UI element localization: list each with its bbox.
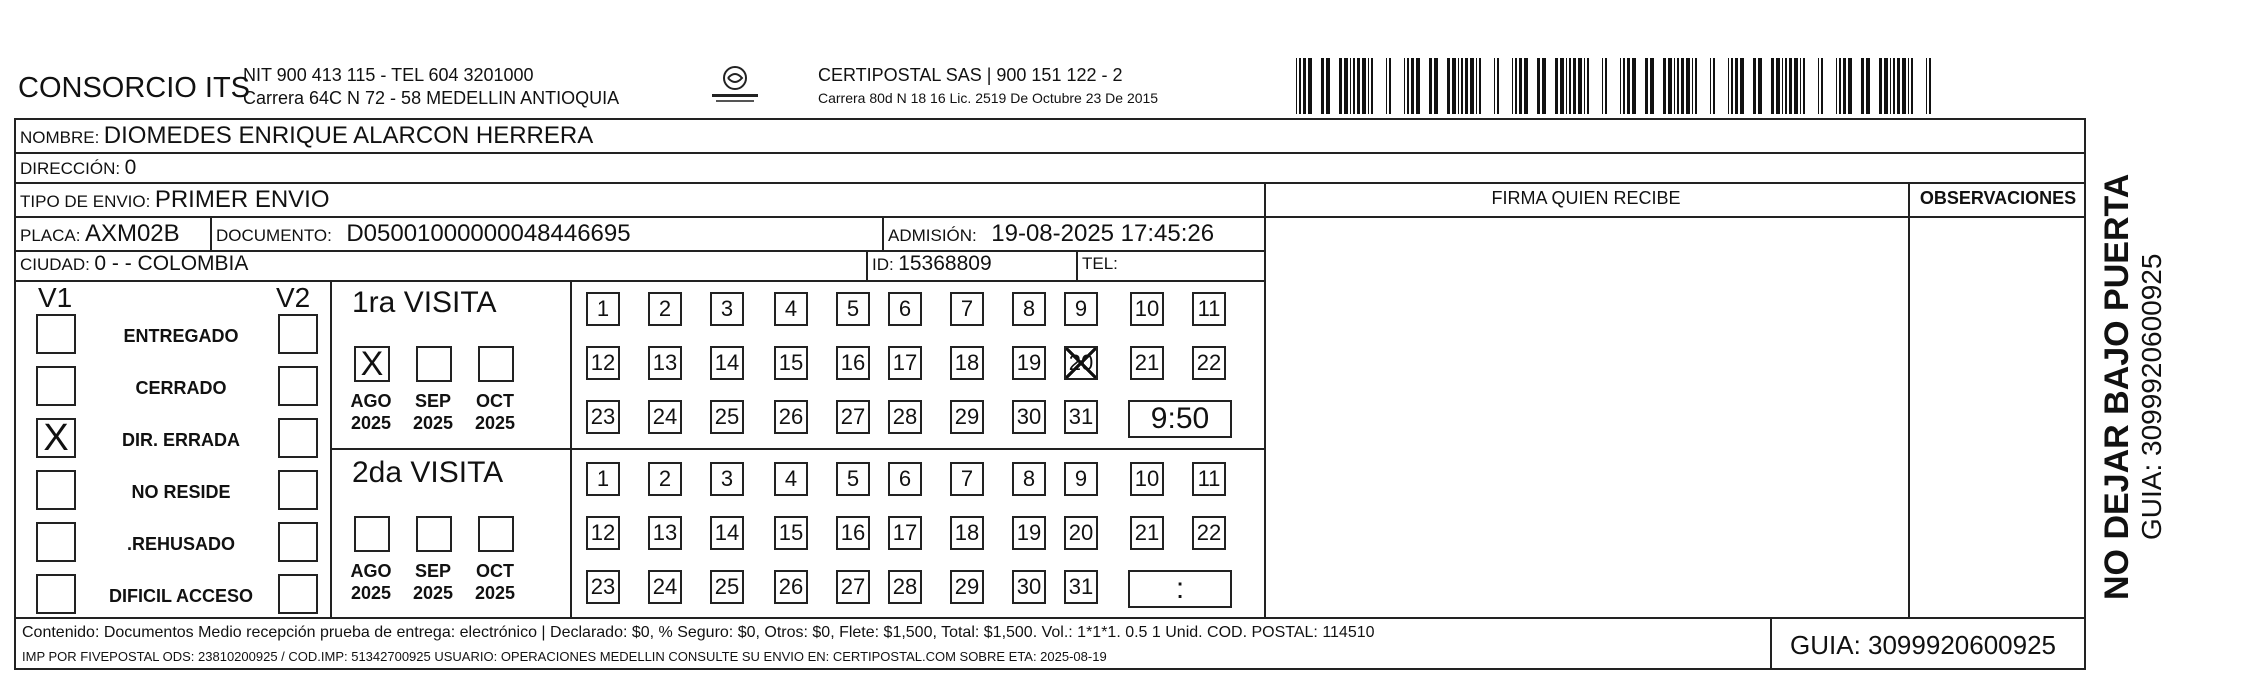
barcode-bar (1362, 58, 1366, 114)
day-box[interactable]: 5 (836, 462, 870, 496)
barcode-bar (1587, 58, 1589, 114)
barcode-bar (1929, 58, 1931, 114)
day-box[interactable]: 27 (836, 400, 870, 434)
day-box[interactable]: 18 (950, 516, 984, 550)
day-box[interactable]: 29 (950, 400, 984, 434)
day-box[interactable]: 5 (836, 292, 870, 326)
barcode-bar (1893, 58, 1895, 114)
day-box[interactable]: 16 (836, 346, 870, 380)
day-box[interactable]: 6 (888, 292, 922, 326)
month-year: 2025 (474, 583, 516, 603)
day-box[interactable]: 14 (710, 516, 744, 550)
address-line: Carrera 64C N 72 - 58 MEDELLIN ANTIOQUIA (243, 88, 620, 108)
day-box[interactable]: 11 (1192, 462, 1226, 496)
row-divider (14, 280, 1266, 282)
column-divider (1264, 182, 1266, 618)
barcode-bar (1735, 58, 1738, 114)
day-box[interactable]: 20 (1064, 346, 1098, 380)
month-year: 2025 (412, 413, 454, 433)
day-box[interactable]: 15 (774, 346, 808, 380)
certipostal-info (818, 64, 1158, 110)
day-box[interactable]: 16 (836, 516, 870, 550)
barcode-bar (1584, 58, 1585, 114)
day-box[interactable]: 21 (1130, 346, 1164, 380)
barcode-bar (1836, 58, 1837, 114)
footer-guia: GUIA: 3099920600925 (1790, 630, 2056, 660)
day-box[interactable]: 23 (586, 570, 620, 604)
day-box[interactable]: 13 (648, 346, 682, 380)
barcode-bar (1623, 58, 1625, 114)
barcode-bar (1908, 58, 1909, 114)
day-box[interactable]: 15 (774, 516, 808, 550)
day-box[interactable]: 28 (888, 400, 922, 434)
barcode-bar (1710, 58, 1711, 114)
firma-header: FIRMA QUIEN RECIBE (1491, 188, 1681, 208)
month-name: OCT (476, 391, 514, 411)
barcode-icon (1296, 58, 1932, 114)
day-box[interactable]: 2 (648, 462, 682, 496)
barcode-bar (1843, 58, 1846, 114)
month-name: SEP (414, 561, 452, 581)
month-checkbox[interactable]: X (354, 346, 390, 382)
v2-checkbox[interactable] (278, 574, 318, 614)
month-year: 2025 (412, 583, 454, 603)
barcode-bar (1389, 58, 1391, 114)
barcode-bar (1461, 58, 1463, 114)
column-divider (1076, 250, 1078, 280)
admision-label: ADMISIÓN: (888, 226, 977, 245)
barcode-bar (1911, 58, 1913, 114)
barcode-bar (1677, 58, 1679, 114)
direccion-value: 0 (124, 156, 137, 179)
column-divider (210, 216, 212, 250)
ciudad-field (20, 252, 248, 276)
admision-value: 19-08-2025 17:45:26 (991, 220, 1215, 247)
barcode-bar (1344, 58, 1348, 114)
barcode-bar (1771, 58, 1774, 114)
id-value: 15368809 (898, 252, 992, 275)
documento-field (216, 220, 631, 248)
day-box[interactable]: 3 (710, 462, 744, 496)
barcode-bar (1663, 58, 1666, 114)
day-box[interactable]: 9 (1064, 462, 1098, 496)
day-box[interactable]: 20 (1064, 516, 1098, 550)
v2-checkbox[interactable] (278, 366, 318, 406)
month-checkbox[interactable] (416, 516, 452, 552)
visit-title: 1ra VISITA (352, 286, 497, 319)
v1-header: V1 (38, 282, 73, 313)
side-guia: GUIA: 3099920600925 (2136, 253, 2167, 540)
day-box[interactable]: 12 (586, 516, 620, 550)
barcode-bar (1674, 58, 1675, 114)
nit-line: NIT 900 413 115 - TEL 604 3201000 (243, 65, 534, 85)
barcode-bar (1645, 58, 1648, 114)
barcode-bar (1627, 58, 1630, 114)
v1-checkbox[interactable] (36, 574, 76, 614)
day-box[interactable]: 24 (648, 570, 682, 604)
day-box[interactable]: 14 (710, 346, 744, 380)
barcode-bar (1470, 58, 1474, 114)
status-label: CERRADO (135, 378, 227, 398)
column-divider (866, 250, 868, 280)
barcode-bar (1632, 58, 1636, 114)
month-label (344, 560, 398, 604)
documento-label: DOCUMENTO: (216, 226, 332, 245)
v1-checkbox[interactable]: X (36, 418, 76, 458)
footer-info: IMP POR FIVEPOSTAL ODS: 23810200925 / COD.IMP: 51342700925 USUARIO: OPERACIONES MEDELLIN CONSULTE SU ENVIO EN: CERTIPOSTAL.COM SOBRE ETA: 2025-08-19 (22, 649, 1107, 664)
visit-divider (330, 448, 1264, 450)
month-label (344, 390, 398, 434)
barcode-bar (1465, 58, 1468, 114)
barcode-bar (1753, 58, 1756, 114)
barcode-bar (1512, 58, 1513, 114)
day-box[interactable]: 25 (710, 400, 744, 434)
day-box[interactable]: 17 (888, 516, 922, 550)
month-name: AGO (350, 391, 392, 411)
barcode-bar (1458, 58, 1459, 114)
tel-label: TEL: (1082, 254, 1118, 273)
tel-field (1082, 254, 1118, 274)
barcode-bar (1416, 58, 1420, 114)
ciudad-value: 0 - - COLOMBIA (94, 252, 249, 275)
barcode-bar (1407, 58, 1409, 114)
certipostal-logo-icon (706, 64, 764, 106)
id-label: ID: (872, 255, 894, 274)
barcode-bar (1866, 58, 1870, 114)
day-box[interactable]: 10 (1130, 462, 1164, 496)
certipostal-line: CERTIPOSTAL SAS | 900 151 122 - 2 (818, 65, 1123, 85)
barcode-bar (1555, 58, 1558, 114)
barcode-bar (1296, 58, 1297, 114)
day-box[interactable]: 26 (774, 570, 808, 604)
barcode-bar (1848, 58, 1852, 114)
barcode-bar (1800, 58, 1801, 114)
nombre-row (20, 122, 593, 150)
barcode-bar (1497, 58, 1499, 114)
day-box[interactable]: 30 (1012, 400, 1046, 434)
barcode-bar (1357, 58, 1360, 114)
row-divider (14, 617, 2086, 619)
status-label: DIFICIL ACCESO (108, 586, 253, 606)
placa-field (20, 220, 180, 248)
barcode-bar (1429, 58, 1432, 114)
barcode-bar (1821, 58, 1823, 114)
month-label (468, 390, 522, 434)
barcode-bar (1728, 58, 1729, 114)
day-box[interactable]: 25 (710, 570, 744, 604)
month-year: 2025 (474, 413, 516, 433)
ciudad-label: CIUDAD: (20, 255, 90, 274)
status-label: DIR. ERRADA (121, 430, 240, 450)
row-divider (14, 216, 2086, 218)
barcode-bar (1542, 58, 1546, 114)
barcode-bar (1926, 58, 1927, 114)
barcode-bar (1404, 58, 1405, 114)
placa-value: AXM02B (84, 220, 180, 247)
barcode-bar (1794, 58, 1798, 114)
day-box[interactable]: 22 (1192, 346, 1226, 380)
day-box[interactable]: 28 (888, 570, 922, 604)
v1-checkbox[interactable] (36, 314, 76, 354)
status-label: ENTREGADO (123, 326, 239, 346)
column-divider (1770, 617, 1772, 670)
barcode-bar (1476, 58, 1477, 114)
barcode-bar (1452, 58, 1456, 114)
barcode-bar (1560, 58, 1564, 114)
side-warning-text: NO DEJAR BAJO PUERTA (2098, 173, 2136, 600)
barcode-bar (1411, 58, 1414, 114)
day-box[interactable]: 2 (648, 292, 682, 326)
day-box[interactable]: 12 (586, 346, 620, 380)
day-box[interactable]: 1 (586, 292, 620, 326)
day-box[interactable]: 19 (1012, 346, 1046, 380)
day-box[interactable]: 18 (950, 346, 984, 380)
barcode-bar (1782, 58, 1783, 114)
barcode-bar (1686, 58, 1690, 114)
direccion-row (20, 156, 136, 180)
day-box[interactable]: 8 (1012, 292, 1046, 326)
barcode-bar (1879, 58, 1882, 114)
barcode-bar (1447, 58, 1450, 114)
placa-label: PLACA: (20, 226, 81, 245)
v1-checkbox[interactable] (36, 470, 76, 510)
tipo-label: TIPO DE ENVIO: (20, 192, 151, 211)
barcode-bar (1479, 58, 1481, 114)
v2-checkbox[interactable] (278, 522, 318, 562)
visit-time[interactable]: : (1128, 570, 1232, 608)
day-box[interactable]: 31 (1064, 400, 1098, 434)
day-box[interactable]: 30 (1012, 570, 1046, 604)
day-box[interactable]: 24 (648, 400, 682, 434)
barcode-bar (1740, 58, 1744, 114)
barcode-bar (1605, 58, 1607, 114)
direccion-label: DIRECCIÓN: (20, 159, 121, 178)
month-label (468, 560, 522, 604)
day-box[interactable]: 21 (1130, 516, 1164, 550)
day-box[interactable]: 7 (950, 292, 984, 326)
barcode-bar (1326, 58, 1330, 114)
month-checkbox[interactable] (416, 346, 452, 382)
day-box[interactable]: 9 (1064, 292, 1098, 326)
documento-value: D05001000000048446695 (346, 220, 631, 247)
v2-checkbox[interactable] (278, 470, 318, 510)
barcode-bar (1308, 58, 1312, 114)
barcode-bar (1371, 58, 1373, 114)
v1-checkbox[interactable] (36, 522, 76, 562)
day-box[interactable]: 10 (1130, 292, 1164, 326)
barcode-bar (1789, 58, 1792, 114)
barcode-bar (1818, 58, 1819, 114)
observaciones-header: OBSERVACIONES (1919, 188, 2077, 208)
day-box[interactable]: 19 (1012, 516, 1046, 550)
day-box[interactable]: 27 (836, 570, 870, 604)
month-checkbox[interactable] (478, 516, 514, 552)
month-label (406, 390, 460, 434)
barcode-bar (1524, 58, 1528, 114)
admision-field (888, 220, 1214, 248)
barcode-bar (1494, 58, 1495, 114)
month-year: 2025 (350, 413, 392, 433)
column-divider (1908, 182, 1910, 618)
month-label (406, 560, 460, 604)
row-divider (14, 182, 2086, 184)
day-box[interactable]: 22 (1192, 516, 1226, 550)
id-field (872, 252, 992, 276)
day-box[interactable]: 1 (586, 462, 620, 496)
barcode-bar (1668, 58, 1672, 114)
month-checkbox[interactable] (354, 516, 390, 552)
day-box[interactable]: 23 (586, 400, 620, 434)
month-name: AGO (350, 561, 392, 581)
barcode-bar (1695, 58, 1697, 114)
month-name: SEP (414, 391, 452, 411)
column-divider (882, 216, 884, 250)
barcode-bar (1681, 58, 1684, 114)
day-box[interactable]: 11 (1192, 292, 1226, 326)
barcode-bar (1650, 58, 1654, 114)
v2-checkbox[interactable] (278, 314, 318, 354)
barcode-bar (1713, 58, 1715, 114)
barcode-bar (1839, 58, 1841, 114)
month-checkbox[interactable] (478, 346, 514, 382)
barcode-bar (1303, 58, 1306, 114)
barcode-bar (1515, 58, 1517, 114)
barcode-bar (1578, 58, 1582, 114)
barcode-bar (1803, 58, 1805, 114)
company-name: CONSORCIO ITS (18, 72, 251, 104)
barcode-bar (1861, 58, 1864, 114)
month-name: OCT (476, 561, 514, 581)
tipo-row (20, 186, 330, 214)
barcode-bar (1368, 58, 1369, 114)
barcode-bar (1339, 58, 1342, 114)
barcode-bar (1890, 58, 1891, 114)
barcode-bar (1692, 58, 1693, 114)
barcode-bar (1386, 58, 1387, 114)
barcode-bar (1434, 58, 1438, 114)
day-box[interactable]: 4 (774, 462, 808, 496)
visit-title: 2da VISITA (352, 456, 504, 489)
day-box[interactable]: 3 (710, 292, 744, 326)
barcode-bar (1537, 58, 1540, 114)
barcode-bar (1776, 58, 1780, 114)
status-label: NO RESIDE (131, 482, 231, 502)
barcode-bar (1731, 58, 1733, 114)
footer-content: Contenido: Documentos Medio recepción prueba de entrega: electrónico | Declarado: $0, % Seguro: $0, Otros: $0, Flete: $1,500, Total: $1,500. Vol.: 1*1*1. 0.5 1 Unid. COD. POSTAL: 114510 (22, 624, 1375, 641)
visit-time[interactable]: 9:50 (1128, 400, 1232, 438)
day-box[interactable]: 31 (1064, 570, 1098, 604)
day-box[interactable]: 6 (888, 462, 922, 496)
barcode-bar (1902, 58, 1906, 114)
v2-header: V2 (276, 282, 311, 313)
barcode-bar (1620, 58, 1621, 114)
barcode-bar (1350, 58, 1351, 114)
day-box[interactable]: 26 (774, 400, 808, 434)
barcode-bar (1519, 58, 1522, 114)
day-box[interactable]: 17 (888, 346, 922, 380)
barcode-bar (1897, 58, 1900, 114)
company-info (243, 64, 619, 110)
tipo-value: PRIMER ENVIO (154, 186, 330, 213)
barcode-bar (1785, 58, 1787, 114)
barcode-bar (1758, 58, 1762, 114)
barcode-bar (1573, 58, 1576, 114)
barcode-bar (1569, 58, 1571, 114)
day-box[interactable]: 8 (1012, 462, 1046, 496)
v1-checkbox[interactable] (36, 366, 76, 406)
barcode-bar (1353, 58, 1355, 114)
month-year: 2025 (350, 583, 392, 603)
day-box[interactable]: 4 (774, 292, 808, 326)
status-label: .REHUSADO (126, 534, 235, 554)
day-box[interactable]: 29 (950, 570, 984, 604)
row-divider (14, 152, 2086, 154)
side-warning (2098, 174, 2168, 600)
v2-checkbox[interactable] (278, 418, 318, 458)
barcode-bar (1884, 58, 1888, 114)
nombre-label: NOMBRE: (20, 128, 100, 147)
barcode-bar (1602, 58, 1603, 114)
day-box[interactable]: 13 (648, 516, 682, 550)
barcode-bar (1299, 58, 1301, 114)
barcode-bar (1566, 58, 1567, 114)
nombre-value: DIOMEDES ENRIQUE ALARCON HERRERA (103, 122, 594, 149)
certipostal-address: Carrera 80d N 18 16 Lic. 2519 De Octubre 23 De 2015 (818, 90, 1159, 106)
day-box[interactable]: 7 (950, 462, 984, 496)
barcode-bar (1321, 58, 1324, 114)
